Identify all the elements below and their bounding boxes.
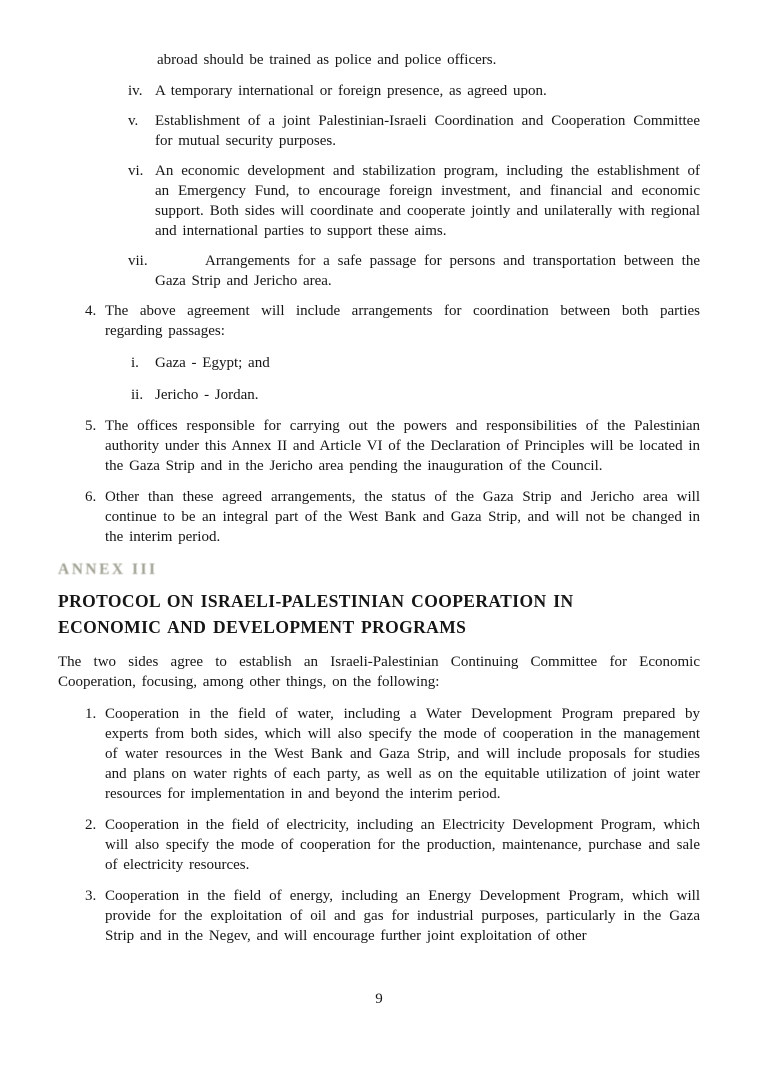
list-marker: vii. [128,253,148,269]
list-item-text: Arrangements for a safe passage for persons and transportation between the Gaza Strip and Jericho area. [155,253,700,289]
list-marker: vi. [128,163,144,179]
list-item-vii [128,251,700,291]
list-marker: iv. [128,83,143,99]
list-item-text: Establishment of a joint Palestinian-Israeli Coordination and Cooperation Committee for mutual security purposes. [155,113,700,149]
section-title-line1: PROTOCOL ON ISRAELI-PALESTINIAN COOPERATION IN [58,591,574,611]
list-marker: i. [131,355,139,371]
sub-list-item-ii [131,385,700,405]
sub-list-item-text: Gaza - Egypt; and [155,355,270,371]
list-marker: 3. [85,888,97,904]
paragraph-continuation: abroad should be trained as police and police officers. [157,52,497,68]
sub-list-item-i [131,353,700,373]
list-item-text: Cooperation in the field of electricity, including an Electricity Development Program, which will also specify the mode of cooperation for the production, maintenance, purchase and sale of electricity resources. [105,817,700,873]
list-marker: 2. [85,817,97,833]
list-item-5 [85,416,700,476]
sub-list-item-text: Jericho - Jordan. [155,387,259,403]
list-item-text: Cooperation in the field of water, including a Water Development Program prepared by experts from both sides, which will also specify the mode of cooperation in the management of water resources in the West Bank and Gaza Strip, and will include proposals for studies and plans on water rights of each party, as well as on the equitable utilization of joint water resources for implementation in and beyond the interim period. [105,706,700,802]
list-marker: v. [128,113,139,129]
list-item-text: An economic development and stabilization program, including the establishment of an Emergency Fund, to encourage foreign investment, and financial and economic support. Both sides will coordinate and cooperate jointly and unilaterally with regional and international parties to support these aims. [155,163,700,239]
list-item-text: Cooperation in the field of energy, including an Energy Development Program, which will provide for the exploitation of oil and gas for industrial purposes, particularly in the Gaza Strip and in the Negev, and will encourage further joint exploitation of other [105,888,700,944]
section-title [58,588,700,640]
list-item-iv [128,81,700,101]
list-item-v [128,111,700,151]
list-item-2 [85,815,700,875]
list-marker: 1. [85,706,97,722]
list-item-vi [128,161,700,241]
section-intro: The two sides agree to establish an Israeli-Palestinian Continuing Committee for Economic Cooperation, focusing, among other things, on the following: [58,654,700,690]
annex-label: ANNEX III [58,561,158,578]
page-number: 9 [375,991,383,1007]
list-item-text: Other than these agreed arrangements, the status of the Gaza Strip and Jericho area will continue to be an integral part of the West Bank and Gaza Strip, and will not be changed in the interim period. [105,489,700,545]
list-item-text: A temporary international or foreign presence, as agreed upon. [155,83,547,99]
list-marker: ii. [131,387,144,403]
list-item-6 [85,487,700,547]
list-marker: 6. [85,489,97,505]
section-title-line2: ECONOMIC AND DEVELOPMENT PROGRAMS [58,617,467,637]
list-marker: 4. [85,303,97,319]
list-item-3 [85,886,700,946]
list-item-text: The offices responsible for carrying out the powers and responsibilities of the Palestinian authority under this Annex II and Article VI of the Declaration of Principles will be located in the Gaza Strip and in the Jericho area pending the inauguration of the Council. [105,418,700,474]
list-item-1 [85,704,700,804]
list-item-text: The above agreement will include arrangements for coordination between both parties regarding passages: [105,303,700,339]
list-item-4 [85,301,700,405]
list-marker: 5. [85,418,97,434]
